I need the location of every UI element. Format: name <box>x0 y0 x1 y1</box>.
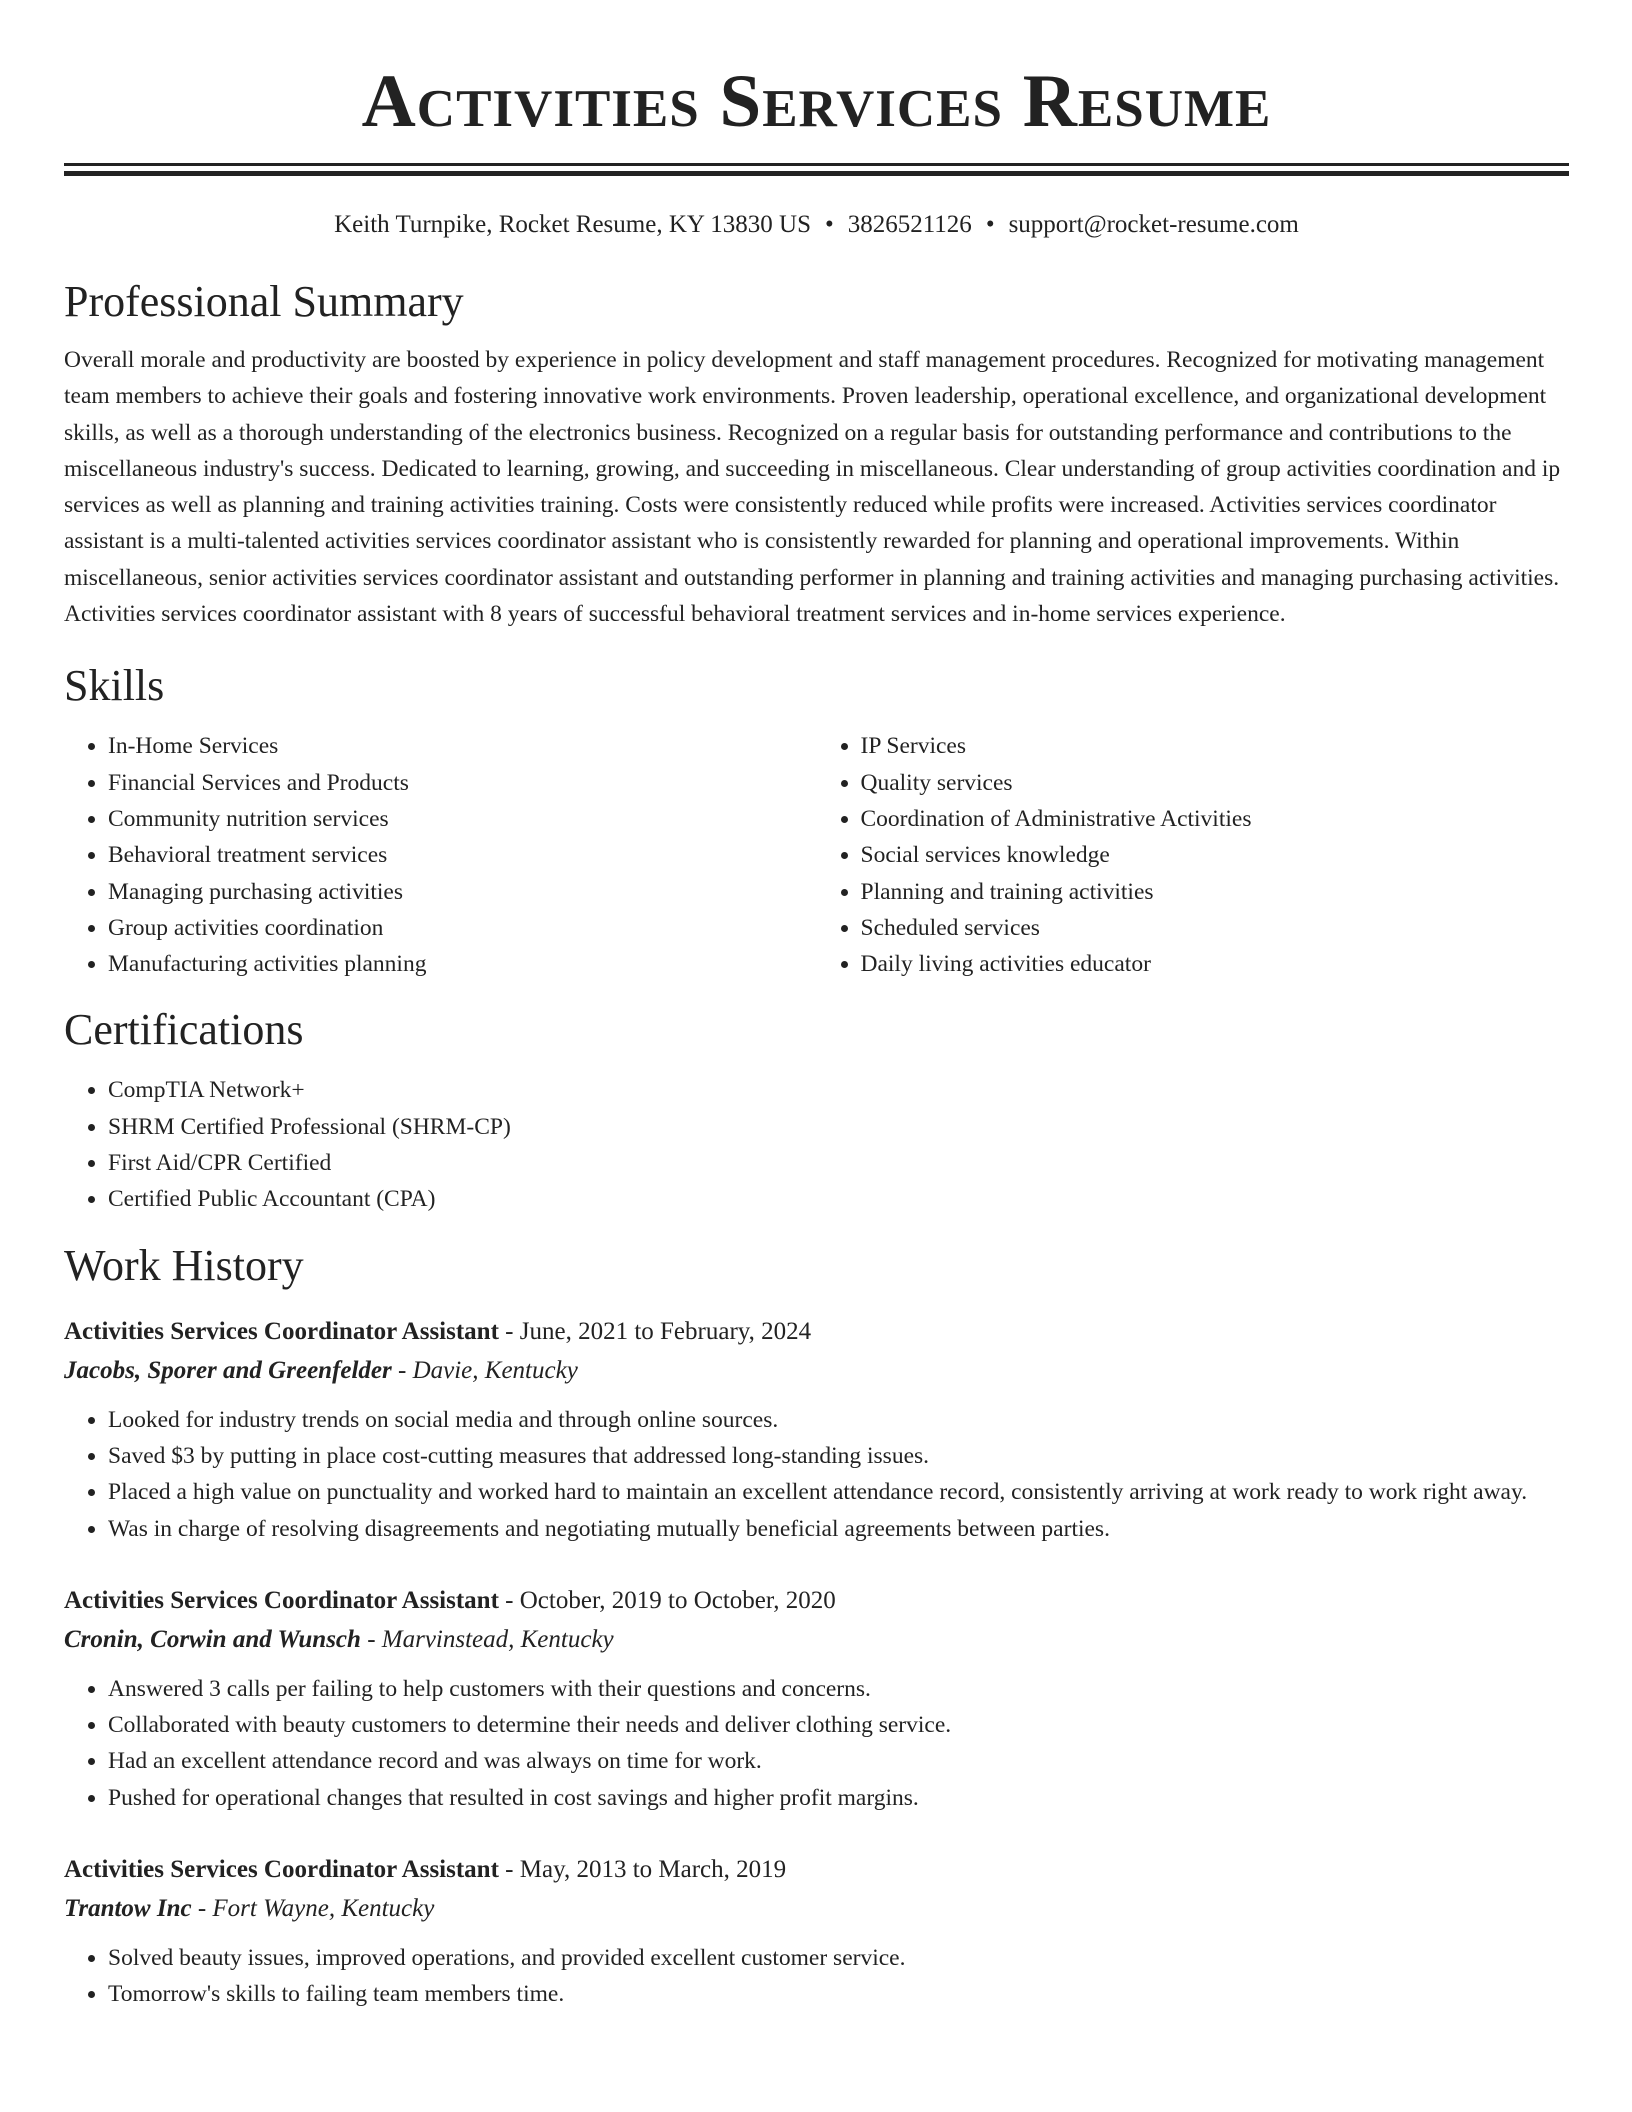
job-employer <box>64 1351 1569 1390</box>
contact-line <box>64 210 1569 240</box>
skill-item: • IP Services <box>861 728 1570 764</box>
summary-section <box>64 276 1569 632</box>
job-location: - Davie, Kentucky <box>391 1356 578 1384</box>
job-bullet: • Saved $3 by putting in place cost-cutting measures that addressed long-standing issues. <box>108 1438 1569 1474</box>
skills-section <box>64 660 1569 982</box>
resume-title: Activities Services Resume <box>361 60 1272 143</box>
job-header <box>64 1312 1569 1351</box>
contact-separator: • <box>985 211 995 238</box>
job-entry <box>64 1850 1569 2013</box>
certifications-heading: Certifications <box>64 1005 304 1055</box>
job-dates: - October, 2019 to October, 2020 <box>498 1586 836 1614</box>
certifications-list <box>64 1072 1569 1217</box>
job-company: Jacobs, Sporer and Greenfelder <box>64 1356 392 1384</box>
skill-item: • Behavioral treatment services <box>108 837 817 873</box>
certifications-section <box>64 1004 1569 1217</box>
work-history-heading: Work History <box>64 1240 304 1290</box>
job-location: - Fort Wayne, Kentucky <box>191 1895 435 1923</box>
title-divider-bottom <box>64 171 1569 176</box>
skill-item: • Quality services <box>861 765 1570 801</box>
job-bullet: • Pushed for operational changes that resulted in cost savings and higher profit margins. <box>108 1780 1569 1816</box>
contact-address: Keith Turnpike, Rocket Resume, KY 13830 US <box>334 211 811 238</box>
job-entry <box>64 1581 1569 1816</box>
job-role: Activities Services Coordinator Assistant <box>64 1317 499 1345</box>
job-bullet: • Was in charge of resolving disagreements and negotiating mutually beneficial agreements between parties. <box>108 1511 1569 1547</box>
skill-item: • In-Home Services <box>108 728 817 764</box>
job-bullets <box>64 1940 1569 2013</box>
job-bullet: • Looked for industry trends on social media and through online sources. <box>108 1402 1569 1438</box>
job-dates: - May, 2013 to March, 2019 <box>498 1856 787 1884</box>
job-employer <box>64 1620 1569 1659</box>
skill-item: • Community nutrition services <box>108 801 817 837</box>
job-bullet: • Solved beauty issues, improved operations, and provided excellent customer service. <box>108 1940 1569 1976</box>
skills-columns <box>64 728 1569 982</box>
summary-heading: Professional Summary <box>64 277 464 326</box>
job-employer <box>64 1889 1569 1928</box>
skills-list-left <box>64 728 817 982</box>
skill-item: • Coordination of Administrative Activities <box>861 801 1570 837</box>
job-bullet: • Tomorrow's skills to failing team members time. <box>108 1976 1569 2012</box>
job-dates: - June, 2021 to February, 2024 <box>498 1317 812 1345</box>
job-role: Activities Services Coordinator Assistant <box>64 1856 499 1884</box>
job-bullets <box>64 1671 1569 1816</box>
job-bullet: • Had an excellent attendance record and was always on time for work. <box>108 1743 1569 1779</box>
skill-item: • Scheduled services <box>861 910 1570 946</box>
job-entry <box>64 1312 1569 1547</box>
summary-text: Overall morale and productivity are boosted by experience in policy development and staff management procedures. Recognized for motivating management team members to achieve their goals and fostering innovative work environments. Proven leadership, operational excellence, and organizational development skills, as well as a thorough understanding of the electronics business. Recognized on a regular basis for outstanding performance and contributions to the miscellaneous industry's success. Dedicated to learning, growing, and succeeding in miscellaneous. Clear understanding of group activities coordination and ip services as well as planning and training activities training. Costs were consistently reduced while profits were increased. Activities services coordinator assistant is a multi-talented activities services coordinator assistant who is consistently rewarded for planning and operational improvements. Within miscellaneous, senior activities services coordinator assistant and outstanding performer in planning and training activities and managing purchasing activities. Activities services coordinator assistant with 8 years of successful behavioral treatment services and in-home services experience. <box>64 347 1561 628</box>
job-bullets <box>64 1402 1569 1547</box>
job-company: Cronin, Corwin and Wunsch <box>64 1625 361 1653</box>
job-bullet: • Collaborated with beauty customers to determine their needs and deliver clothing service. <box>108 1707 1569 1743</box>
skill-item: • Group activities coordination <box>108 910 817 946</box>
job-bullet: • Answered 3 calls per failing to help customers with their questions and concerns. <box>108 1671 1569 1707</box>
certification-item: • SHRM Certified Professional (SHRM-CP) <box>108 1109 1569 1145</box>
job-header <box>64 1581 1569 1620</box>
resume-page <box>64 0 1569 2013</box>
certification-item: • First Aid/CPR Certified <box>108 1145 1569 1181</box>
contact-email[interactable]: support@rocket-resume.com <box>1008 211 1299 238</box>
job-location: - Marvinstead, Kentucky <box>360 1625 614 1653</box>
title-divider-top <box>64 163 1569 166</box>
certification-item: • Certified Public Accountant (CPA) <box>108 1181 1569 1217</box>
skill-item: • Financial Services and Products <box>108 765 817 801</box>
job-header <box>64 1850 1569 1889</box>
contact-phone: 3826521126 <box>847 211 972 238</box>
skill-item: • Planning and training activities <box>861 874 1570 910</box>
job-role: Activities Services Coordinator Assistant <box>64 1586 499 1614</box>
skill-item: • Daily living activities educator <box>861 946 1570 982</box>
certification-item: • CompTIA Network+ <box>108 1072 1569 1108</box>
contact-separator: • <box>824 211 834 238</box>
skill-item: • Manufacturing activities planning <box>108 946 817 982</box>
skills-heading: Skills <box>64 661 165 711</box>
job-company: Trantow Inc <box>64 1895 192 1923</box>
skill-item: • Managing purchasing activities <box>108 874 817 910</box>
job-bullet: • Placed a high value on punctuality and worked hard to maintain an excellent attendance record, consistently arriving at work ready to work right away. <box>108 1474 1569 1510</box>
skill-item: • Social services knowledge <box>861 837 1570 873</box>
skills-list-right <box>817 728 1570 982</box>
work-history-section <box>64 1240 1569 2013</box>
